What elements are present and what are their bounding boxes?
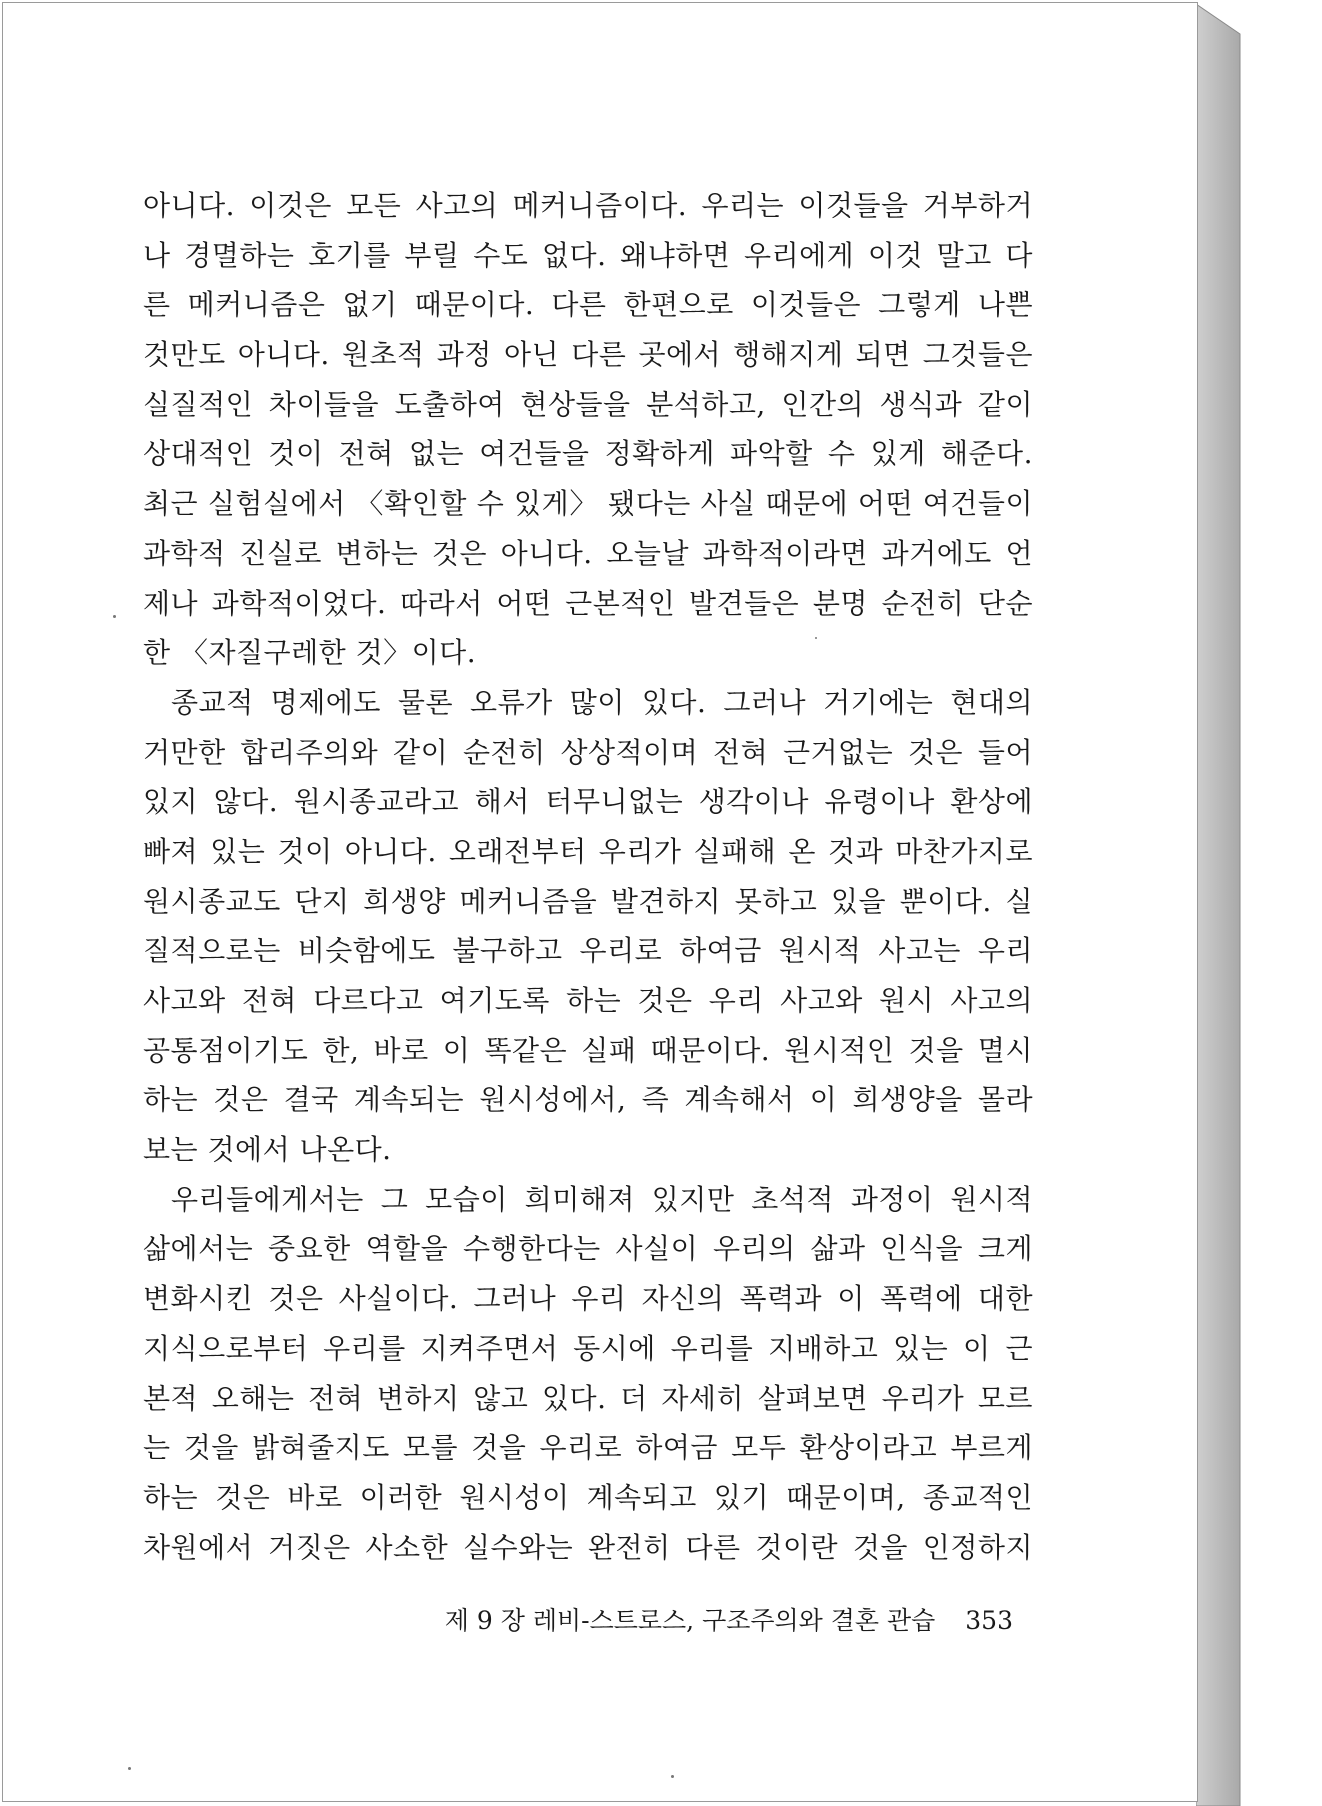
- text-line: 지식으로부터 우리를 지켜주면서 동시에 우리를 지배하고 있는 이 근: [143, 1331, 1033, 1365]
- text-line: 나 경멸하는 호기를 부릴 수도 없다. 왜냐하면 우리에게 이것 말고 다: [143, 238, 1033, 272]
- text-line: 우리들에게서는 그 모습이 희미해져 있지만 초석적 과정이 원시적: [171, 1182, 1033, 1216]
- chapter-title: 제 9 장 레비-스트로스, 구조주의와 결혼 관습: [444, 1606, 936, 1635]
- text-line: 원시종교도 단지 희생양 메커니즘을 발견하지 못하고 있을 뿐이다. 실: [143, 884, 1033, 918]
- page-edge-shape: [1196, 4, 1322, 1806]
- text-line: 하는 것은 바로 이러한 원시성이 계속되고 있기 때문이며, 종교적인: [143, 1480, 1033, 1514]
- page-number: 353: [965, 1606, 1013, 1635]
- text-line: 변화시킨 것은 사실이다. 그러나 우리 자신의 폭력과 이 폭력에 대한: [143, 1282, 1033, 1316]
- text-line: 삶에서는 중요한 역할을 수행한다는 사실이 우리의 삶과 인식을 크게: [143, 1232, 1033, 1266]
- scan-speck: [671, 1775, 674, 1778]
- text-line: 종교적 명제에도 물론 오류가 많이 있다. 그러나 거기에는 현대의: [171, 685, 1033, 719]
- running-footer: [443, 1601, 1013, 1641]
- text-line: 하는 것은 결국 계속되는 원시성에서, 즉 계속해서 이 희생양을 몰라: [143, 1083, 1033, 1117]
- text-line: 사고와 전혀 다르다고 여기도록 하는 것은 우리 사고와 원시 사고의: [143, 984, 1033, 1017]
- text-line: 빠져 있는 것이 아니다. 오래전부터 우리가 실패해 온 것과 마찬가지로: [143, 834, 1033, 868]
- text-line: 차원에서 거짓은 사소한 실수와는 완전히 다른 것이란 것을 인정하지: [143, 1530, 1033, 1564]
- text-line: 한 〈자질구레한 것〉이다.: [143, 636, 477, 670]
- text-line: 본적 오해는 전혀 변하지 않고 있다. 더 자세히 살펴보면 우리가 모르: [143, 1381, 1033, 1415]
- page-edge: [1196, 4, 1322, 1806]
- text-line: 는 것을 밝혀줄지도 모를 것을 우리로 하여금 모두 환상이라고 부르게: [143, 1431, 1033, 1465]
- scan-speck: [128, 1767, 131, 1770]
- text-line: 상대적인 것이 전혀 없는 여건들을 정확하게 파악할 수 있게 해준다.: [143, 437, 1033, 471]
- text-line: 실질적인 차이들을 도출하여 현상들을 분석하고, 인간의 생식과 같이: [143, 387, 1033, 421]
- text-line: 있지 않다. 원시종교라고 해서 터무니없는 생각이나 유령이나 환상에: [143, 785, 1033, 819]
- text-line: 거만한 합리주의와 같이 순전히 상상적이며 전혀 근거없는 것은 들어: [143, 735, 1033, 769]
- body-text: [143, 181, 1033, 1572]
- text-line: 제나 과학적이었다. 따라서 어떤 근본적인 발견들은 분명 순전히 단순: [143, 586, 1033, 620]
- text-line: 질적으로는 비슷함에도 불구하고 우리로 하여금 원시적 사고는 우리: [143, 934, 1033, 968]
- text-line: 아니다. 이것은 모든 사고의 메커니즘이다. 우리는 이것들을 거부하거: [143, 189, 1033, 222]
- text-line: 최근 실험실에서 〈확인할 수 있게〉 됐다는 사실 때문에 어떤 여건들이: [143, 487, 1033, 521]
- text-line: 과학적 진실로 변하는 것은 아니다. 오늘날 과학적이라면 과거에도 언: [143, 536, 1033, 570]
- text-line: 보는 것에서 나온다.: [143, 1133, 392, 1167]
- page-sheet: [2, 2, 1198, 1802]
- scan-speck: [113, 615, 116, 618]
- text-line: 것만도 아니다. 원초적 과정 아닌 다른 곳에서 행해지게 되면 그것들은: [143, 338, 1033, 372]
- text-line: 공통점이기도 한, 바로 이 똑같은 실패 때문이다. 원시적인 것을 멸시: [143, 1033, 1033, 1067]
- text-line: 른 메커니즘은 없기 때문이다. 다른 한편으로 이것들은 그렇게 나쁜: [143, 288, 1033, 322]
- scan-speck: [815, 637, 817, 639]
